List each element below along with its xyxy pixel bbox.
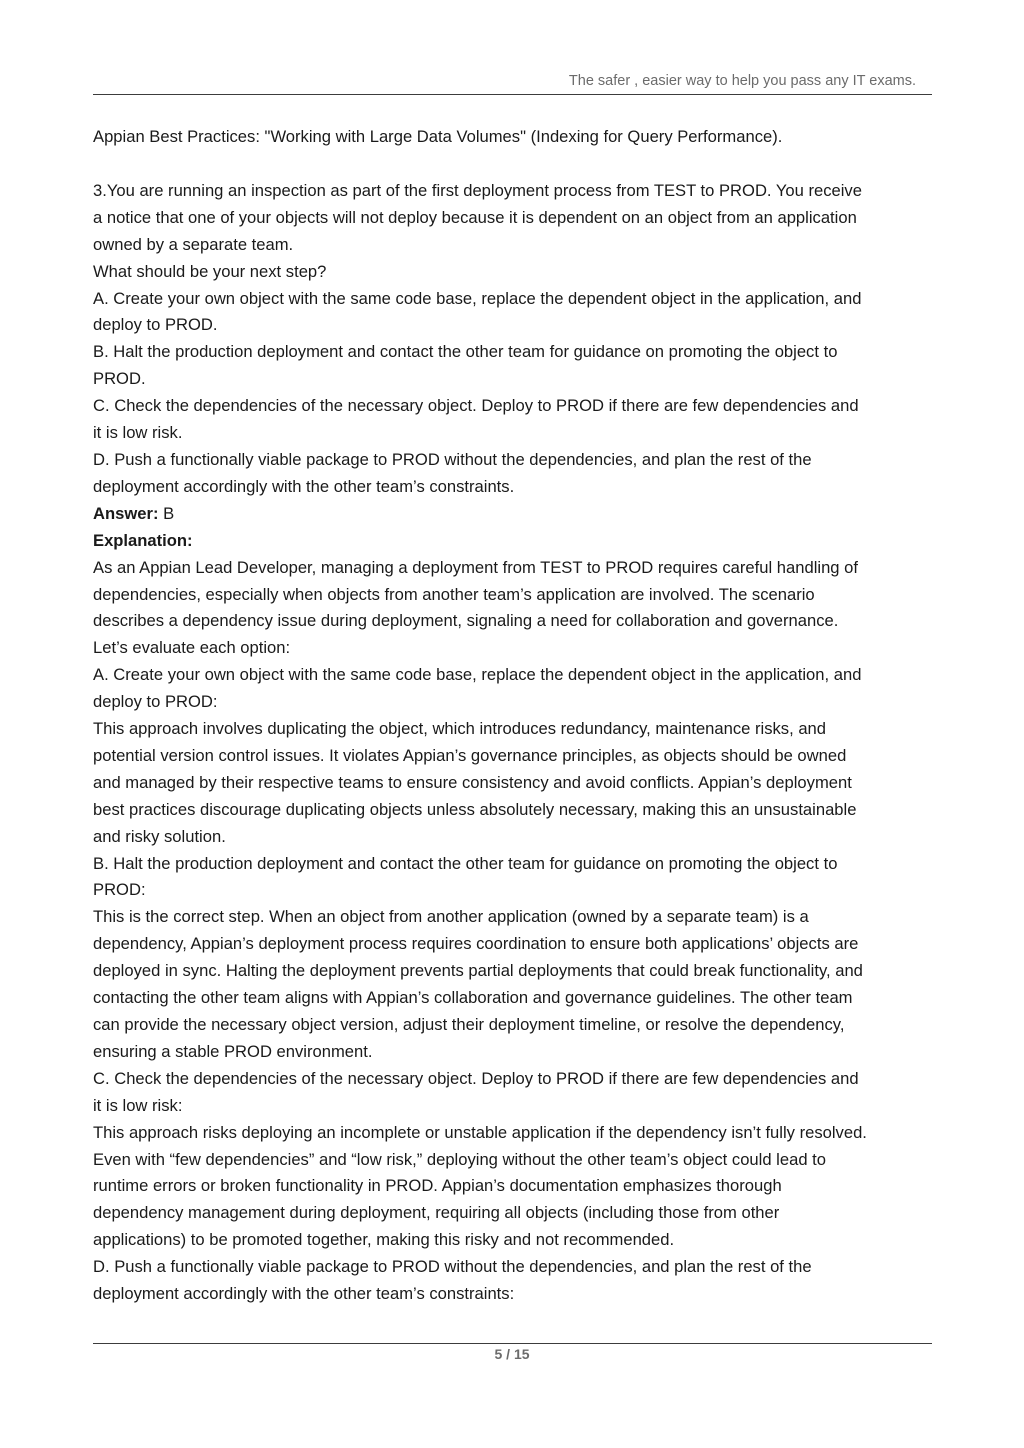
explanation-line: PROD: bbox=[93, 880, 146, 900]
option-c-line: C. Check the dependencies of the necessary object. Deploy to PROD if there are few dependencies and bbox=[93, 396, 859, 416]
explanation-line: deployed in sync. Halting the deployment prevents partial deployments that could break functionality, and bbox=[93, 961, 863, 981]
explanation-line: it is low risk: bbox=[93, 1095, 183, 1115]
explanation-line: This approach involves duplicating the object, which introduces redundancy, maintenance risks, and bbox=[93, 719, 827, 739]
answer-value: B bbox=[158, 503, 175, 523]
explanation-line: As an Appian Lead Developer, managing a deployment from TEST to PROD requires careful handling of bbox=[93, 557, 858, 577]
explanation-line: D. Push a functionally viable package to PROD without the dependencies, and plan the rest of the bbox=[93, 1257, 812, 1277]
explanation-line: best practices discourage duplicating objects unless absolutely necessary, making this an unsustainable bbox=[93, 799, 857, 819]
answer-line bbox=[93, 501, 935, 528]
explanation-line: potential version control issues. It violates Appian’s governance principles, as objects should be owned bbox=[93, 745, 847, 765]
document-body bbox=[93, 124, 935, 1308]
explanation-line: runtime errors or broken functionality in PROD. Appian’s documentation emphasizes thorough bbox=[93, 1176, 782, 1196]
explanation-line: This approach risks deploying an incomplete or unstable application if the dependency isn’t fully resolved. bbox=[93, 1122, 867, 1142]
option-d-line: D. Push a functionally viable package to PROD without the dependencies, and plan the rest of the bbox=[93, 449, 812, 469]
explanation-line: B. Halt the production deployment and contact the other team for guidance on promoting the object to bbox=[93, 853, 838, 873]
explanation-label: Explanation: bbox=[93, 530, 193, 550]
explanation-line: dependency management during deployment, requiring all objects (including those from other bbox=[93, 1203, 780, 1223]
explanation-line: applications) to be promoted together, making this risky and not recommended. bbox=[93, 1230, 675, 1250]
question-stem-line: 3.You are running an inspection as part of the first deployment process from TEST to PROD. You receive bbox=[93, 180, 862, 200]
option-b-line: B. Halt the production deployment and contact the other team for guidance on promoting the object to bbox=[93, 342, 838, 362]
header-divider bbox=[93, 94, 932, 95]
reference-line: Appian Best Practices: "Working with Large Data Volumes" (Indexing for Query Performance). bbox=[93, 127, 783, 146]
option-d-line: deployment accordingly with the other team’s constraints. bbox=[93, 476, 515, 496]
question-prompt: What should be your next step? bbox=[93, 261, 327, 281]
option-c-line: it is low risk. bbox=[93, 423, 183, 443]
explanation-line: Even with “few dependencies” and “low risk,” deploying without the other team’s object could lead to bbox=[93, 1149, 826, 1169]
option-a-line: deploy to PROD. bbox=[93, 315, 218, 335]
page-number: 5 / 15 bbox=[494, 1346, 530, 1362]
explanation-line: ensuring a stable PROD environment. bbox=[93, 1041, 373, 1061]
explanation-line: and managed by their respective teams to ensure consistency and avoid conflicts. Appian’s deployment bbox=[93, 772, 852, 792]
header-tagline: The safer , easier way to help you pass any IT exams. bbox=[568, 73, 916, 89]
explanation-line: Let’s evaluate each option: bbox=[93, 638, 291, 658]
explanation-line: deployment accordingly with the other team’s constraints: bbox=[93, 1284, 515, 1304]
explanation-line: dependency, Appian’s deployment process requires coordination to ensure both applications’ objects are bbox=[93, 934, 859, 954]
answer-label: Answer: bbox=[93, 503, 159, 523]
explanation-line: describes a dependency issue during deployment, signaling a need for collaboration and governance. bbox=[93, 611, 839, 631]
explanation-line: and risky solution. bbox=[93, 826, 226, 846]
option-a-line: A. Create your own object with the same code base, replace the dependent object in the application, and bbox=[93, 288, 862, 308]
explanation-line: This is the correct step. When an object from another application (owned by a separate team) is a bbox=[93, 907, 809, 927]
footer-divider bbox=[93, 1343, 932, 1344]
question-stem-line: owned by a separate team. bbox=[93, 234, 294, 254]
explanation-line: A. Create your own object with the same code base, replace the dependent object in the application, and bbox=[93, 665, 862, 685]
explanation-line: C. Check the dependencies of the necessary object. Deploy to PROD if there are few dependencies and bbox=[93, 1068, 859, 1088]
explanation-line: can provide the necessary object version, adjust their deployment timeline, or resolve the dependency, bbox=[93, 1015, 845, 1034]
explanation-line: deploy to PROD: bbox=[93, 692, 218, 712]
question-stem-line: a notice that one of your objects will not deploy because it is dependent on an object from an application bbox=[93, 207, 857, 227]
option-b-line: PROD. bbox=[93, 369, 146, 389]
explanation-line: contacting the other team aligns with Appian’s collaboration and governance guidelines. The other team bbox=[93, 988, 853, 1008]
explanation-line: dependencies, especially when objects from another team’s application are involved. The scenario bbox=[93, 584, 815, 604]
paragraph-gap bbox=[93, 151, 935, 178]
